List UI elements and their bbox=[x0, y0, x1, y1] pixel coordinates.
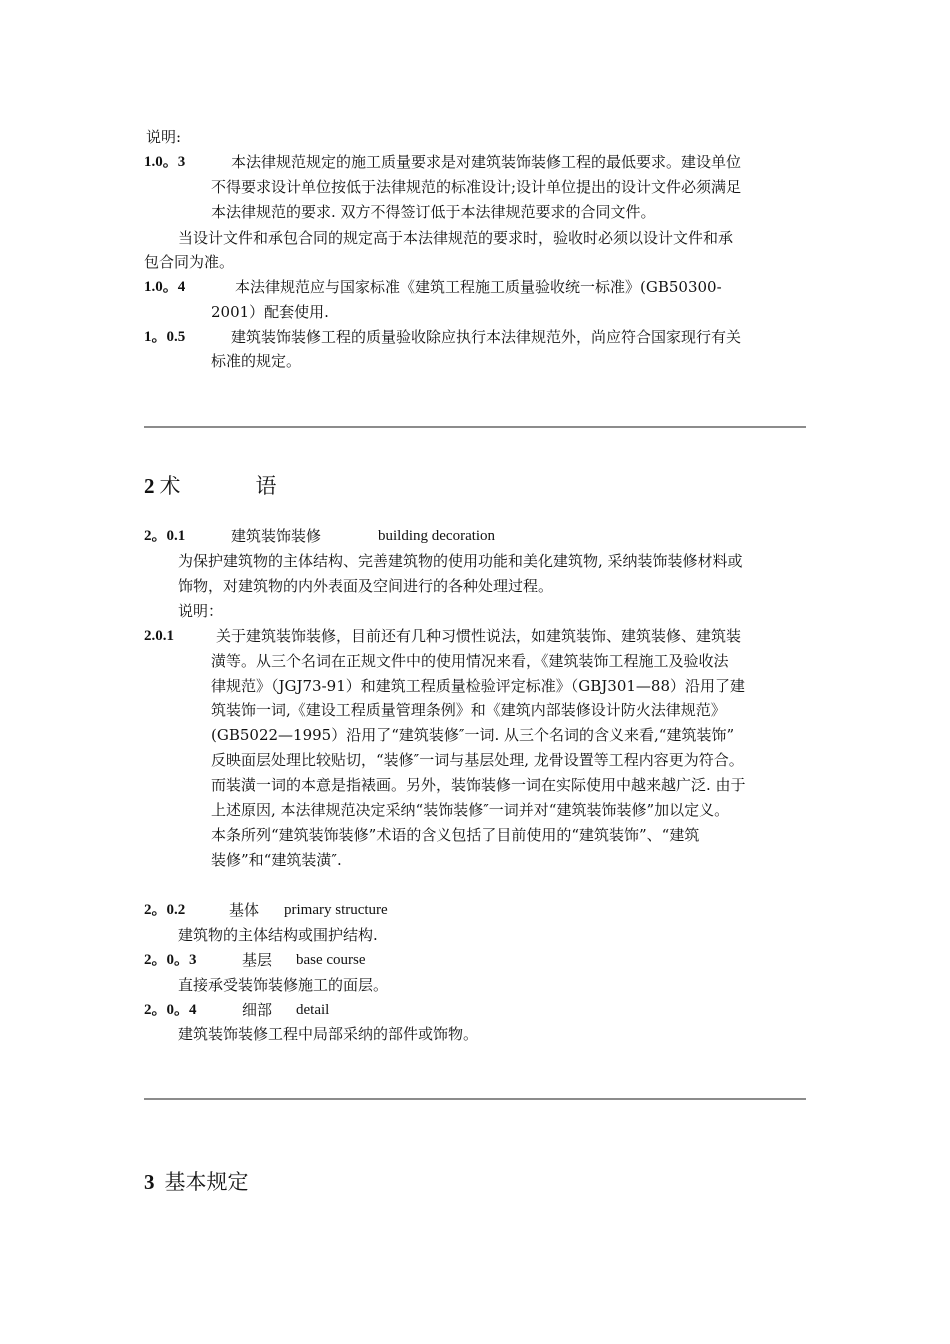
term-name: 建筑装饰装修 bbox=[231, 527, 322, 545]
term-number: 2。0.2 bbox=[144, 902, 186, 918]
clause-text: 2001）配套使用. bbox=[211, 303, 329, 321]
term-name: 细部 bbox=[242, 1001, 273, 1019]
term-english: building decoration bbox=[378, 528, 496, 544]
section-title: 基本规定 bbox=[164, 1170, 249, 1194]
note-text: 筑装饰一词,《建设工程质量管理条例》和《建筑内部装修设计防火法律规范》 bbox=[211, 701, 726, 719]
note-label: 说明: bbox=[146, 128, 182, 146]
term-english: base course bbox=[296, 952, 366, 968]
note-text: 而装潢一词的本意是指裱画。另外，装饰装修一词在实际使用中越来越广泛. 由于 bbox=[211, 776, 746, 794]
note-text: 潢等。从三个名词在正规文件中的使用情况来看，《建筑装饰工程施工及验收法 bbox=[211, 652, 729, 670]
note-text: (GB5022—1995）沿用了“建筑装修″一词. 从三个名词的含义来看,“建筑装饰” bbox=[211, 726, 735, 744]
clause-text: 本法律规范的要求. 双方不得签订低于本法律规范要求的合同文件。 bbox=[211, 203, 656, 221]
term-definition: 饰物，对建筑物的内外表面及空间进行的各种处理过程。 bbox=[178, 577, 554, 595]
note-label: 说明： bbox=[178, 602, 224, 620]
term-definition: 为保护建筑物的主体结构、完善建筑物的使用功能和美化建筑物, 采纳装饰装修材料或 bbox=[178, 552, 743, 570]
clause-text: 标准的规定。 bbox=[211, 352, 302, 370]
paragraph-text: 包合同为准。 bbox=[144, 253, 235, 271]
section-divider bbox=[144, 426, 806, 428]
note-text: 装修”和“建筑装潢″. bbox=[211, 851, 342, 869]
note-text: 关于建筑装饰装修，目前还有几种习惯性说法，如建筑装饰、建筑装修、建筑装 bbox=[216, 627, 742, 645]
term-number: 2。0。4 bbox=[144, 1002, 197, 1018]
section-number: 3 bbox=[144, 1170, 155, 1194]
term-name: 基层 bbox=[242, 951, 273, 969]
section-divider bbox=[144, 1098, 806, 1100]
note-text: 反映面层处理比较贴切，“装修″一词与基层处理, 龙骨设置等工程内容更为符合。 bbox=[211, 751, 744, 769]
paragraph-text: 当设计文件和承包合同的规定高于本法律规范的要求时，验收时必须以设计文件和承 bbox=[178, 229, 734, 247]
clause-text: 本法律规范应与国家标准《建筑工程施工质量验收统一标准》(GB50300- bbox=[235, 278, 722, 296]
section-title-part: 术 bbox=[159, 474, 181, 498]
clause-number: 1.0。4 bbox=[144, 279, 186, 295]
term-definition: 直接承受装饰装修施工的面层。 bbox=[178, 976, 389, 994]
clause-number: 1.0。3 bbox=[144, 154, 186, 170]
section-number: 2 bbox=[144, 474, 155, 498]
section-heading bbox=[144, 472, 277, 500]
term-definition: 建筑物的主体结构或围护结构. bbox=[178, 926, 378, 944]
note-text: 上述原因, 本法律规范决定采纳“装饰装修″一词并对“建筑装饰装修”加以定义。 bbox=[211, 801, 730, 819]
note-text: 本条所列“建筑装饰装修”术语的含义包括了目前使用的“建筑装饰”、“建筑 bbox=[211, 826, 700, 844]
clause-text: 本法律规范规定的施工质量要求是对建筑装饰装修工程的最低要求。建设单位 bbox=[231, 153, 742, 171]
note-number: 2.0.1 bbox=[144, 628, 174, 644]
note-text: 律规范》（JGJ73-91）和建筑工程质量检验评定标准》（GBJ301—88）沿用了建 bbox=[211, 677, 745, 695]
clause-text: 不得要求设计单位按低于法律规范的标准设计;设计单位提出的设计文件必须满足 bbox=[211, 178, 742, 196]
term-number: 2。0.1 bbox=[144, 528, 186, 544]
term-english: primary structure bbox=[284, 902, 388, 918]
term-number: 2。0。3 bbox=[144, 952, 197, 968]
section-heading bbox=[144, 1168, 249, 1196]
term-definition: 建筑装饰装修工程中局部采纳的部件或饰物。 bbox=[178, 1025, 479, 1043]
term-name: 基体 bbox=[229, 901, 260, 919]
section-title-part: 语 bbox=[255, 474, 277, 498]
clause-number: 1。0.5 bbox=[144, 329, 186, 345]
term-english: detail bbox=[296, 1002, 330, 1018]
clause-text: 建筑装饰装修工程的质量验收除应执行本法律规范外，尚应符合国家现行有关 bbox=[231, 328, 742, 346]
